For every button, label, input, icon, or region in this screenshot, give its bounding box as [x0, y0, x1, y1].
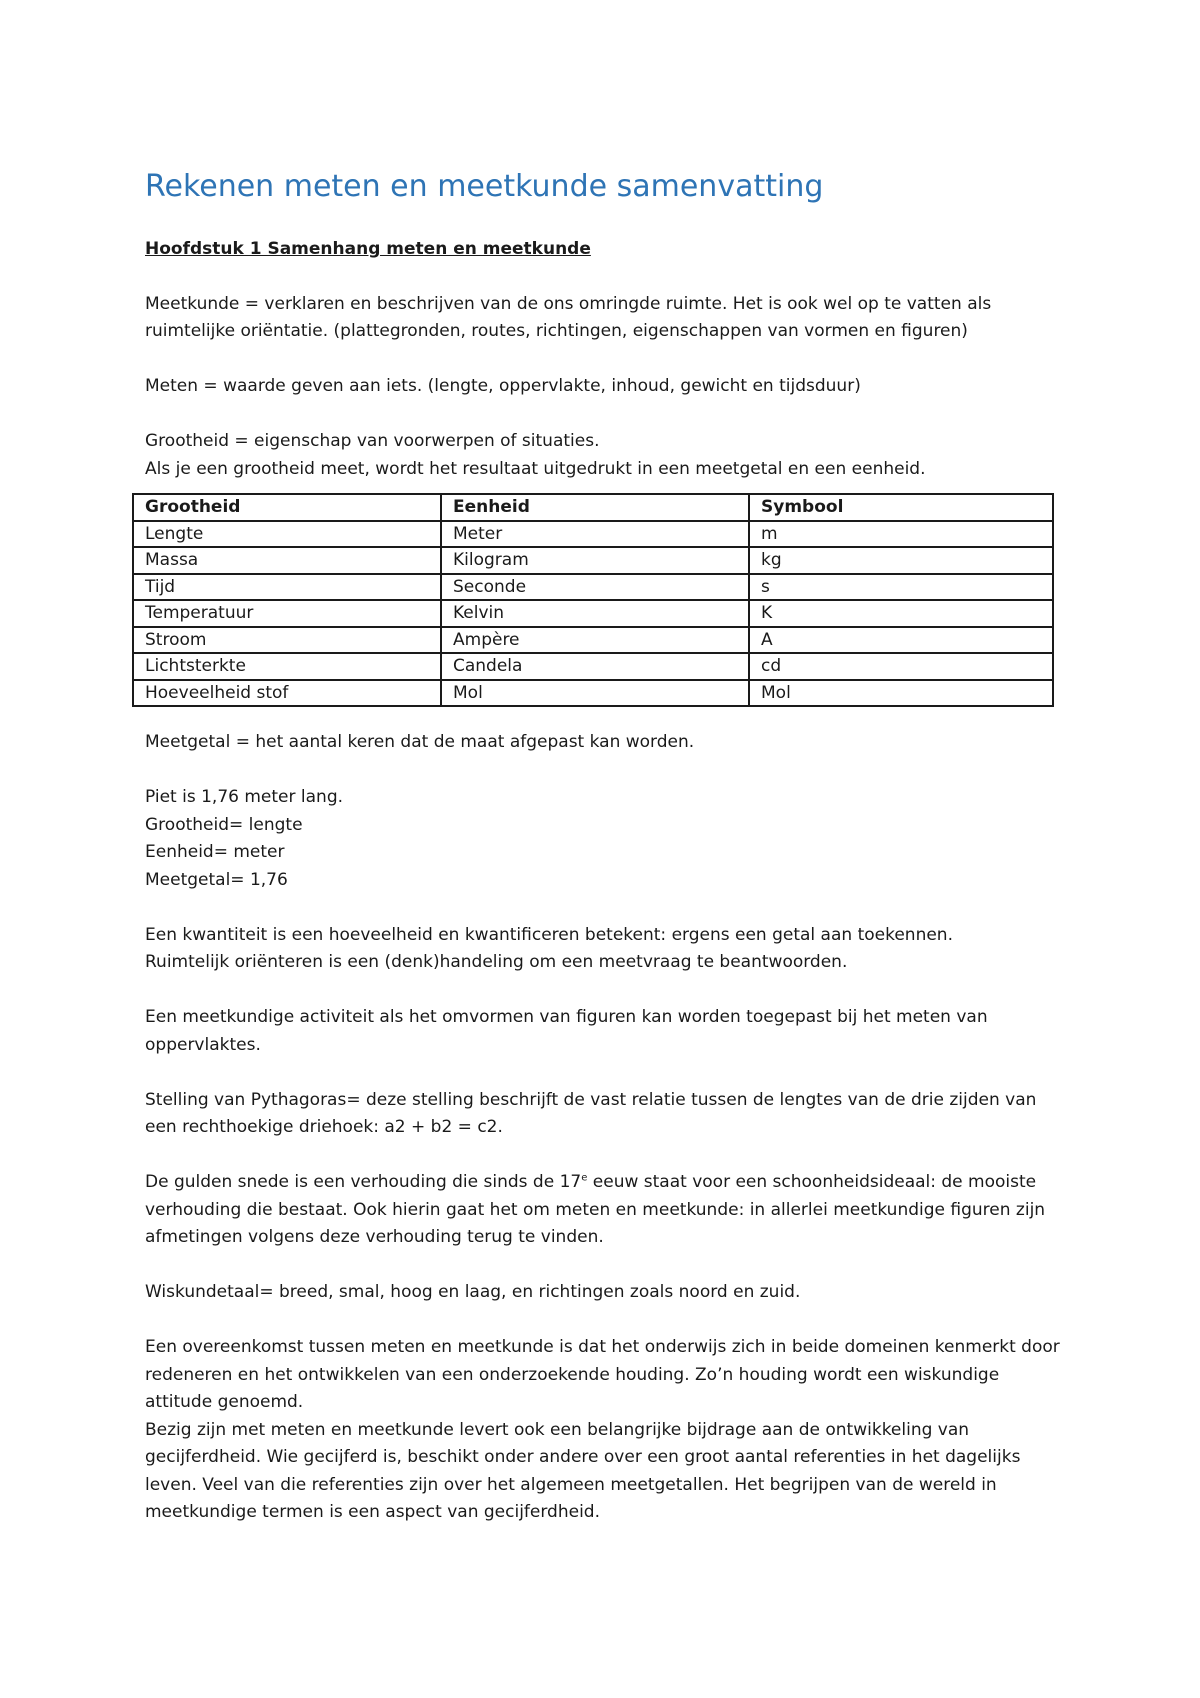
table-cell: s — [749, 574, 1053, 601]
table-cell: Massa — [133, 547, 441, 574]
example-line: Piet is 1,76 meter lang. — [145, 787, 344, 807]
paragraph-meten: Meten = waarde geven aan iets. (lengte, oppervlakte, inhoud, gewicht en tijdsduur) — [145, 376, 861, 396]
chapter-heading: Hoofdstuk 1 Samenhang meten en meetkunde — [145, 239, 591, 259]
paragraph-activiteit: Een meetkundige activiteit als het omvormen van figuren kan worden toegepast bij het meten van oppervlaktes. — [145, 1007, 988, 1055]
table-cell: Candela — [441, 653, 749, 680]
paragraph-grootheid: Grootheid = eigenschap van voorwerpen of situaties. — [145, 431, 600, 451]
paragraph-wiskundetaal: Wiskundetaal= breed, smal, hoog en laag, en richtingen zoals noord en zuid. — [145, 1282, 801, 1302]
table-header-row — [133, 494, 1053, 521]
example-line: Meetgetal= 1,76 — [145, 869, 288, 890]
table-cell: Stroom — [133, 627, 441, 654]
table-cell: Temperatuur — [133, 600, 441, 627]
table-cell: Tijd — [133, 574, 441, 601]
table-header-cell: Symbool — [749, 494, 1053, 521]
table-row — [133, 653, 1053, 680]
table-cell: K — [749, 600, 1053, 627]
table-cell: m — [749, 521, 1053, 548]
table-cell: Kilogram — [441, 547, 749, 574]
table-row — [133, 574, 1053, 601]
paragraph-kwantiteit: Een kwantiteit is een hoeveelheid en kwantificeren betekent: ergens een getal aan toekennen. — [145, 924, 953, 945]
paragraph-meetkunde: Meetkunde = verklaren en beschrijven van de ons omringde ruimte. Het is ook wel op te vatten als ruimtelijke oriëntatie. (plattegronden, routes, richtingen, eigenschappen van vormen en figuren) — [145, 293, 992, 341]
table-cell: Kelvin — [441, 600, 749, 627]
table-cell: Hoeveelheid stof — [133, 680, 441, 707]
table-cell: Mol — [749, 680, 1053, 707]
table-cell: cd — [749, 653, 1053, 680]
paragraph-ruimtelijk: Ruimtelijk oriënteren is een (denk)handeling om een meetvraag te beantwoorden. — [145, 952, 848, 972]
table-cell: kg — [749, 547, 1053, 574]
table-header-cell: Eenheid — [441, 494, 749, 521]
table-header-cell: Grootheid — [133, 494, 441, 521]
paragraph-grootheid-meet: Als je een grootheid meet, wordt het resultaat uitgedrukt in een meetgetal en een eenheid. — [145, 458, 926, 479]
table-cell: Seconde — [441, 574, 749, 601]
example-line: Grootheid= lengte — [145, 814, 303, 835]
table-cell: Lengte — [133, 521, 441, 548]
paragraph-meetgetal: Meetgetal = het aantal keren dat de maat afgepast kan worden. — [145, 732, 695, 752]
paragraph-overeenkomst: Een overeenkomst tussen meten en meetkunde is dat het onderwijs zich in beide domeinen kenmerkt door redeneren en het ontwikkelen van een onderzoekende houding. Zo’n houding wordt een wiskundige attitude genoemd. — [145, 1337, 1060, 1412]
paragraph-gulden-snede: De gulden snede is een verhouding die sinds de 17e eeuw staat voor een schoonheidsideaal: de mooiste verhouding die bestaat. Ook hierin gaat het om meten en meetkunde: in allerlei meetkundige figuren zijn afmetingen volgens deze verhouding terug te vinden. — [145, 1172, 1046, 1247]
table-row — [133, 521, 1053, 548]
paragraph-gecijferdheid: Bezig zijn met meten en meetkunde levert ook een belangrijke bijdrage aan de ontwikkeling van gecijferdheid. Wie gecijferd is, beschikt onder andere over een groot aantal referenties in het dagelijks leven. Veel van die referenties zijn over het algemeen meetgetallen. Het begrijpen van de wereld in meetkundige termen is een aspect van gecijferdheid. — [145, 1419, 1021, 1522]
units-table — [132, 493, 1054, 707]
table-row — [133, 680, 1053, 707]
table-cell: Mol — [441, 680, 749, 707]
table-cell: Ampère — [441, 627, 749, 654]
table-row — [133, 600, 1053, 627]
paragraph-pythagoras: Stelling van Pythagoras= deze stelling beschrijft de vast relatie tussen de lengtes van de drie zijden van een rechthoekige driehoek: a2 + b2 = c2. — [145, 1089, 1037, 1137]
table-cell: Lichtsterkte — [133, 653, 441, 680]
table-cell: A — [749, 627, 1053, 654]
document-page — [145, 168, 1065, 1527]
table-cell: Meter — [441, 521, 749, 548]
table-row — [133, 627, 1053, 654]
example-line: Eenheid= meter — [145, 842, 285, 862]
document-title: Rekenen meten en meetkunde samenvatting — [145, 169, 824, 204]
table-row — [133, 547, 1053, 574]
